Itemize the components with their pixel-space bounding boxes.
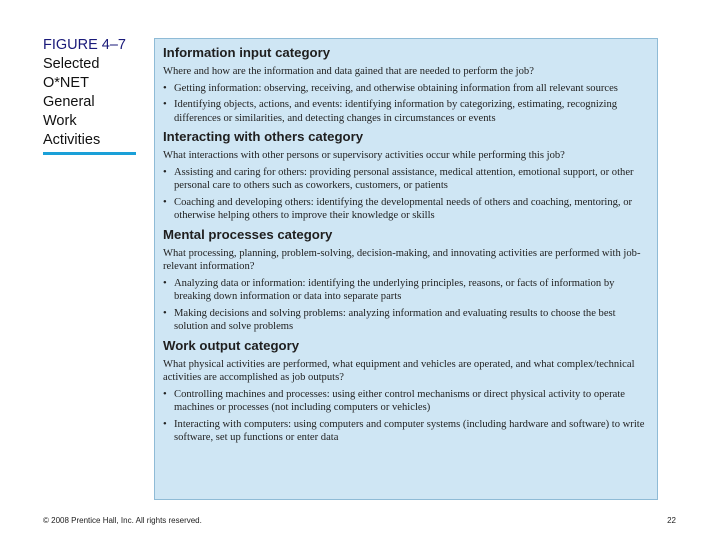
figure-title-line: General — [43, 94, 95, 110]
section-work-output — [163, 337, 649, 445]
section-title: Interacting with others category — [163, 129, 364, 144]
figure-title-line: Activities — [43, 132, 101, 148]
figure-title-line: Work — [43, 113, 77, 129]
section-question: What processing, planning, problem-solving, decision-making, and innovating activities are performed with job-relevant information? — [163, 247, 641, 272]
section-mental-processes — [163, 226, 649, 334]
page-number: 22 — [667, 516, 676, 525]
section-question: What physical activities are performed, what equipment and vehicles are operated, and what complex/technical activities are accomplished as job outputs? — [163, 358, 635, 383]
section-title: Information input category — [163, 45, 331, 60]
list-item: • Controlling machines and processes: using either control mechanisms or direct physical activity to operate machines or processes (not including computers or vehicles) — [163, 388, 649, 415]
section-information-input — [163, 44, 649, 125]
section-title: Work output category — [163, 337, 300, 353]
activities-panel — [154, 38, 658, 500]
caption-underline — [43, 152, 136, 155]
section-interacting-with-others — [163, 128, 649, 223]
list-item: • Making decisions and solving problems: analyzing information and evaluating results to choose the best solution and solve problems — [163, 307, 649, 334]
figure-title-line: O*NET — [43, 75, 89, 91]
bullet-list — [163, 277, 649, 334]
section-question: Where and how are the information and data gained that are needed to perform the job? — [163, 66, 534, 77]
list-item: • Analyzing data or information: identifying the underlying principles, reasons, or facts of information by breaking down information or data into separate parts — [163, 277, 649, 304]
section-question: What interactions with other persons or supervisory activities occur while performing this job? — [163, 150, 565, 161]
figure-title-line: Selected — [43, 56, 100, 72]
list-item: • Identifying objects, actions, and events: identifying information by categorizing, estimating, recognizing differences or similarities, and detecting changes in circumstances or events — [163, 98, 649, 125]
list-item: • Assisting and caring for others: providing personal assistance, medical attention, emotional support, or other personal care to others such as coworkers, customers, or patients — [163, 166, 649, 193]
panel-content — [163, 44, 649, 448]
bullet-list — [163, 166, 649, 223]
figure-number: FIGURE 4–7 — [43, 37, 126, 53]
list-item: • Getting information: observing, receiving, and otherwise obtaining information from all relevant sources — [163, 82, 649, 96]
list-item: • Coaching and developing others: identifying the developmental needs of others and coaching, mentoring, or otherwise helping others to improve their knowledge or skills — [163, 196, 649, 223]
section-title: Mental processes category — [163, 226, 333, 242]
bullet-list — [163, 388, 649, 445]
copyright-footer: © 2008 Prentice Hall, Inc. All rights reserved. — [43, 516, 202, 525]
bullet-list — [163, 82, 649, 126]
list-item: • Interacting with computers: using computers and computer systems (including hardware and software) to write software, set up functions or enter data — [163, 418, 649, 445]
figure-caption — [43, 36, 143, 150]
